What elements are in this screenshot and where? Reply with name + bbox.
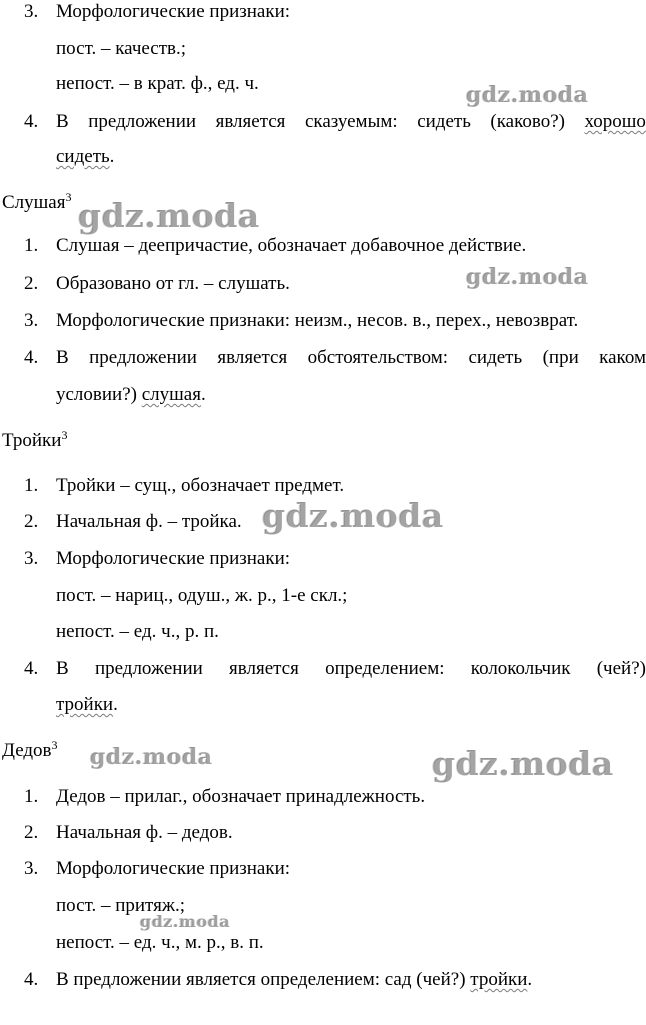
footnote-mark: 3 [51, 738, 58, 752]
item-text: Морфологические признаки: [56, 858, 291, 879]
post-features: пост. – притяж.; [56, 895, 185, 916]
footnote-mark: 3 [65, 190, 72, 204]
text-fragment: условии?) [56, 384, 142, 405]
underlined-word: слушая [141, 384, 201, 405]
post-features: пост. – качеств.; [56, 38, 187, 59]
word: каком [599, 347, 646, 368]
item-text: Морфологические признаки: [56, 1, 291, 22]
word: сидеть [417, 111, 471, 132]
word: обстоятельством: [307, 347, 449, 368]
word: (чей?) [596, 658, 646, 679]
word: определением: [325, 658, 445, 679]
item-number: 1. [24, 235, 39, 256]
item-number: 4. [24, 969, 39, 990]
item-number: 4. [24, 347, 39, 368]
nepost-features: непост. – ед. ч., р. п. [56, 621, 219, 642]
item-text: Дедов – прилаг., обозначает принадлежность. [56, 786, 426, 807]
item-number: 3. [24, 858, 39, 879]
word: является [217, 347, 288, 368]
item-number: 4. [24, 111, 39, 132]
watermark: gdz.moda [140, 912, 231, 931]
watermark: gdz.moda [262, 496, 444, 535]
word: является [215, 111, 286, 132]
item-text: В предложении является определением: сад (чей?) [56, 969, 471, 990]
word: (каково?) [490, 111, 565, 132]
punctuation: . [113, 694, 118, 715]
item-number: 2. [24, 511, 39, 532]
post-features: пост. – нариц., одуш., ж. р., 1-е скл.; [56, 585, 348, 606]
watermark: gdz.moda [466, 264, 589, 290]
item-number: 3. [24, 548, 39, 569]
item-text: Начальная ф. – дедов. [56, 822, 233, 843]
underlined-word: тройки [56, 694, 114, 715]
word: В [56, 111, 69, 132]
watermark: gdz.moda [90, 744, 213, 770]
item-text: Морфологические признаки: [56, 548, 291, 569]
item-text: Морфологические признаки: неизм., несов. в., перех., невозврат. [56, 310, 579, 331]
item-text: Тройки – сущ., обозначает предмет. [56, 475, 345, 496]
word: предложении [88, 111, 197, 132]
word: предложении [94, 658, 203, 679]
heading-word: Слушая [2, 192, 66, 213]
underlined-word: сидеть [56, 146, 110, 167]
punctuation: . [109, 146, 115, 167]
watermark: gdz.moda [432, 744, 614, 783]
underlined-word: хорошо [584, 111, 646, 132]
word: сидеть [468, 347, 523, 368]
nepost-features: непост. – ед. ч., м. р., в. п. [56, 932, 264, 953]
word: предложении [89, 347, 197, 368]
justified-line [56, 110, 646, 134]
heading-word: Тройки [2, 430, 62, 451]
punctuation: . [200, 384, 206, 405]
word: В [56, 347, 69, 368]
heading-word: Дедов [2, 740, 52, 761]
word: является [229, 658, 299, 679]
item-number: 3. [24, 1, 39, 22]
item-number: 3. [24, 310, 39, 331]
underlined-word: тройки [470, 969, 528, 990]
item-number: 2. [24, 273, 39, 294]
footnote-mark: 3 [61, 428, 68, 442]
punctuation: . [527, 969, 533, 990]
item-text: Начальная ф. – тройка. [56, 511, 242, 532]
item-number: 4. [24, 658, 39, 679]
word: колокольчик [470, 658, 571, 679]
watermark: gdz.moda [466, 82, 589, 108]
word: В [56, 658, 69, 679]
item-number: 1. [24, 475, 39, 496]
item-number: 2. [24, 822, 39, 843]
item-text: Слушая – деепричастие, обозначает добавочное действие. [56, 235, 527, 256]
item-text: Образовано от гл. – слушать. [56, 273, 290, 294]
justified-line [56, 346, 646, 370]
nepost-features: непост. – в крат. ф., ед. ч. [56, 73, 259, 94]
justified-line [56, 657, 646, 681]
watermark: gdz.moda [78, 196, 260, 235]
item-number: 1. [24, 786, 39, 807]
word: (при [542, 347, 579, 368]
word: сказуемым: [304, 111, 398, 132]
